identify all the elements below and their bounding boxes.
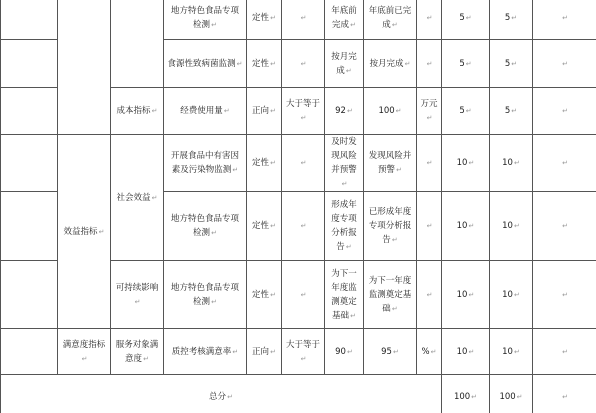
cell-remark: ↵ — [533, 88, 596, 135]
total-row — [1, 375, 596, 413]
cell-nature: 定性↵ — [247, 261, 282, 329]
cell-blank — [1, 261, 58, 329]
cell-weight: 5↵ — [442, 88, 490, 135]
cell-weight: 5↵ — [442, 40, 490, 88]
cell-remark: ↵ — [533, 40, 596, 88]
cell-nature: 正向↵ — [247, 88, 282, 135]
table-row — [1, 329, 596, 375]
cell-unit: ↵ — [417, 135, 442, 192]
cell-score: 10↵ — [490, 135, 533, 192]
cell-category-level2: 成本指标↵ — [111, 88, 164, 135]
cell-category-level2-empty — [111, 0, 164, 88]
total-label-cell: 总分↵ — [1, 375, 442, 413]
cell-unit: ↵ — [417, 40, 442, 88]
cell-actual: 为下一年度监测奠定基础↵ — [364, 261, 417, 329]
cell-score: 5↵ — [490, 0, 533, 40]
cell-category-level1: 满意度指标↵ — [58, 329, 111, 375]
cell-score: 5↵ — [490, 40, 533, 88]
cell-target: 为下一年度监测奠定基础↵ — [325, 261, 364, 329]
cell-threshold: ↵ — [282, 192, 325, 261]
cell-actual: 95↵ — [364, 329, 417, 375]
cell-threshold: ↵ — [282, 40, 325, 88]
cell-remark: ↵ — [533, 261, 596, 329]
cell-score: 10↵ — [490, 329, 533, 375]
cell-indicator-content: 开展食品中有害因素及污染物监测↵ — [164, 135, 247, 192]
cell-blank — [1, 135, 58, 192]
cell-score: 10↵ — [490, 261, 533, 329]
cell-remark: ↵ — [533, 329, 596, 375]
cell-remark: ↵ — [533, 0, 596, 40]
cell-weight: 10↵ — [442, 192, 490, 261]
cell-score: 10↵ — [490, 192, 533, 261]
cell-actual: 年底前已完成↵ — [364, 0, 417, 40]
total-remark-cell: ↵ — [533, 375, 596, 413]
cell-remark: ↵ — [533, 135, 596, 192]
cell-indicator-content: 经费使用量↵ — [164, 88, 247, 135]
cell-threshold: ↵ — [282, 261, 325, 329]
cell-target: 及时发现风险并预警↵ — [325, 135, 364, 192]
cell-score: 5↵ — [490, 88, 533, 135]
cell-threshold: ↵ — [282, 0, 325, 40]
cell-category-level1: 效益指标↵ — [58, 135, 111, 329]
cell-weight: 5↵ — [442, 0, 490, 40]
cell-nature: 正向↵ — [247, 329, 282, 375]
cell-target: 形成年度专项分析报告↵ — [325, 192, 364, 261]
cell-actual: 发现风险并预警↵ — [364, 135, 417, 192]
cell-indicator-content: 地方特色食品专项检测↵ — [164, 0, 247, 40]
cell-target: 90↵ — [325, 329, 364, 375]
total-score-cell: 100↵ — [490, 375, 533, 413]
cell-threshold: 大于等于↵ — [282, 329, 325, 375]
cell-category-level1-empty — [58, 0, 111, 135]
cell-target: 92↵ — [325, 88, 364, 135]
cell-indicator-content: 质控考核满意率↵ — [164, 329, 247, 375]
cell-threshold: 大于等于↵ — [282, 88, 325, 135]
cell-target: 年底前完成↵ — [325, 0, 364, 40]
cell-actual: 100↵ — [364, 88, 417, 135]
cell-indicator-content: 地方特色食品专项检测↵ — [164, 261, 247, 329]
cell-nature: 定性↵ — [247, 192, 282, 261]
cell-weight: 10↵ — [442, 329, 490, 375]
cell-actual: 已形成年度专项分析报告↵ — [364, 192, 417, 261]
cell-indicator-content: 地方特色食品专项检测↵ — [164, 192, 247, 261]
table-row — [1, 0, 596, 40]
table-row — [1, 135, 596, 192]
cell-category-level2: 服务对象满意度↵ — [111, 329, 164, 375]
cell-weight: 10↵ — [442, 261, 490, 329]
cell-blank — [1, 192, 58, 261]
cell-threshold: ↵ — [282, 135, 325, 192]
cell-category-level2: 可持续影响↵ — [111, 261, 164, 329]
cell-blank — [1, 88, 58, 135]
cell-remark: ↵ — [533, 192, 596, 261]
cell-target: 按月完成↵ — [325, 40, 364, 88]
cell-blank — [1, 329, 58, 375]
cell-blank — [1, 0, 58, 40]
cell-nature: 定性↵ — [247, 135, 282, 192]
cell-unit: %↵ — [417, 329, 442, 375]
cell-nature: 定性↵ — [247, 0, 282, 40]
cell-indicator-content: 食源性致病菌监测↵ — [164, 40, 247, 88]
total-weight-cell: 100↵ — [442, 375, 490, 413]
cell-blank — [1, 40, 58, 88]
cell-unit: ↵ — [417, 0, 442, 40]
cell-weight: 10↵ — [442, 135, 490, 192]
cell-unit: 万元↵ — [417, 88, 442, 135]
cell-nature: 定性↵ — [247, 40, 282, 88]
cell-category-level2: 社会效益↵ — [111, 135, 164, 261]
cell-unit: ↵ — [417, 192, 442, 261]
cell-unit: ↵ — [417, 261, 442, 329]
cell-actual: 按月完成↵ — [364, 40, 417, 88]
